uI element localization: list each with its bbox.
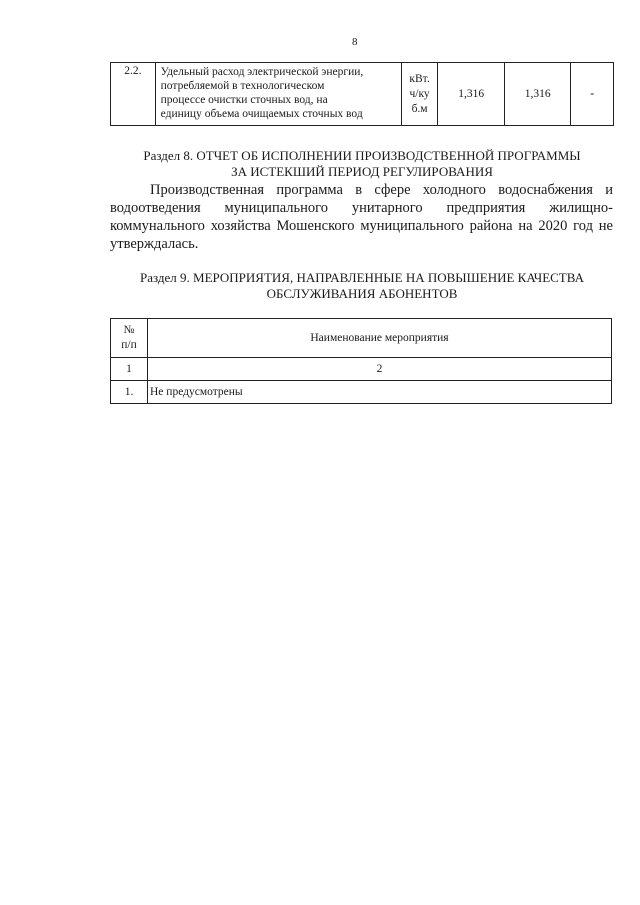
section9-title-line2: ОБСЛУЖИВАНИЯ АБОНЕНТОВ	[266, 286, 458, 301]
header-num-line1: №	[123, 324, 135, 336]
value-cell-3: -	[571, 63, 614, 126]
unit-line: б.м	[411, 102, 428, 115]
row-name-cell: Не предусмотрены	[148, 381, 612, 404]
description-line: Удельный расход электрической энергии,	[160, 66, 364, 78]
section8-title-line1: Раздел 8. ОТЧЕТ ОБ ИСПОЛНЕНИИ ПРОИЗВОДСТВЕННОЙ ПРОГРАММЫ	[143, 148, 581, 163]
unit-line: кВт.	[409, 72, 430, 85]
table-row	[111, 63, 614, 126]
table-header-row	[111, 319, 612, 358]
table-index-row	[111, 358, 612, 381]
header-num-cell	[111, 319, 148, 358]
section8-title-line2: ЗА ИСТЕКШИЙ ПЕРИОД РЕГУЛИРОВАНИЯ	[231, 164, 493, 179]
header-name-cell: Наименование мероприятия	[148, 319, 612, 358]
indicator-description	[155, 63, 401, 126]
measures-table	[110, 318, 612, 404]
section9-title-line1: Раздел 9. МЕРОПРИЯТИЯ, НАПРАВЛЕННЫЕ НА ПОВЫШЕНИЕ КАЧЕСТВА	[140, 270, 584, 285]
index-num-cell: 1	[111, 358, 148, 381]
section8-heading	[110, 148, 614, 180]
table-row	[111, 381, 612, 404]
description-line: потребляемой в технологическом	[160, 80, 325, 92]
description-line: единицу объема очищаемых сточных вод	[160, 108, 363, 120]
header-num-line2: п/п	[121, 339, 137, 351]
row-num-cell: 1.	[111, 381, 148, 404]
value-cell-2: 1,316	[504, 63, 570, 126]
page-number: 8	[352, 36, 358, 48]
unit-line: ч/ку	[409, 87, 430, 100]
section9-heading	[110, 270, 614, 302]
row-number: 2.2.	[111, 63, 156, 126]
value-cell-1: 1,316	[438, 63, 504, 126]
description-line: процессе очистки сточных вод, на	[160, 94, 328, 106]
indicator-table	[110, 62, 614, 126]
unit-cell	[401, 63, 438, 126]
section8-paragraph: Производственная программа в сфере холодного водоснабжения и водоотведения муниципального унитарного предприятия жилищно-коммунального хозяйства Мошенского муниципального района на 2020 год не утверждалась.	[110, 182, 613, 252]
index-name-cell: 2	[148, 358, 612, 381]
